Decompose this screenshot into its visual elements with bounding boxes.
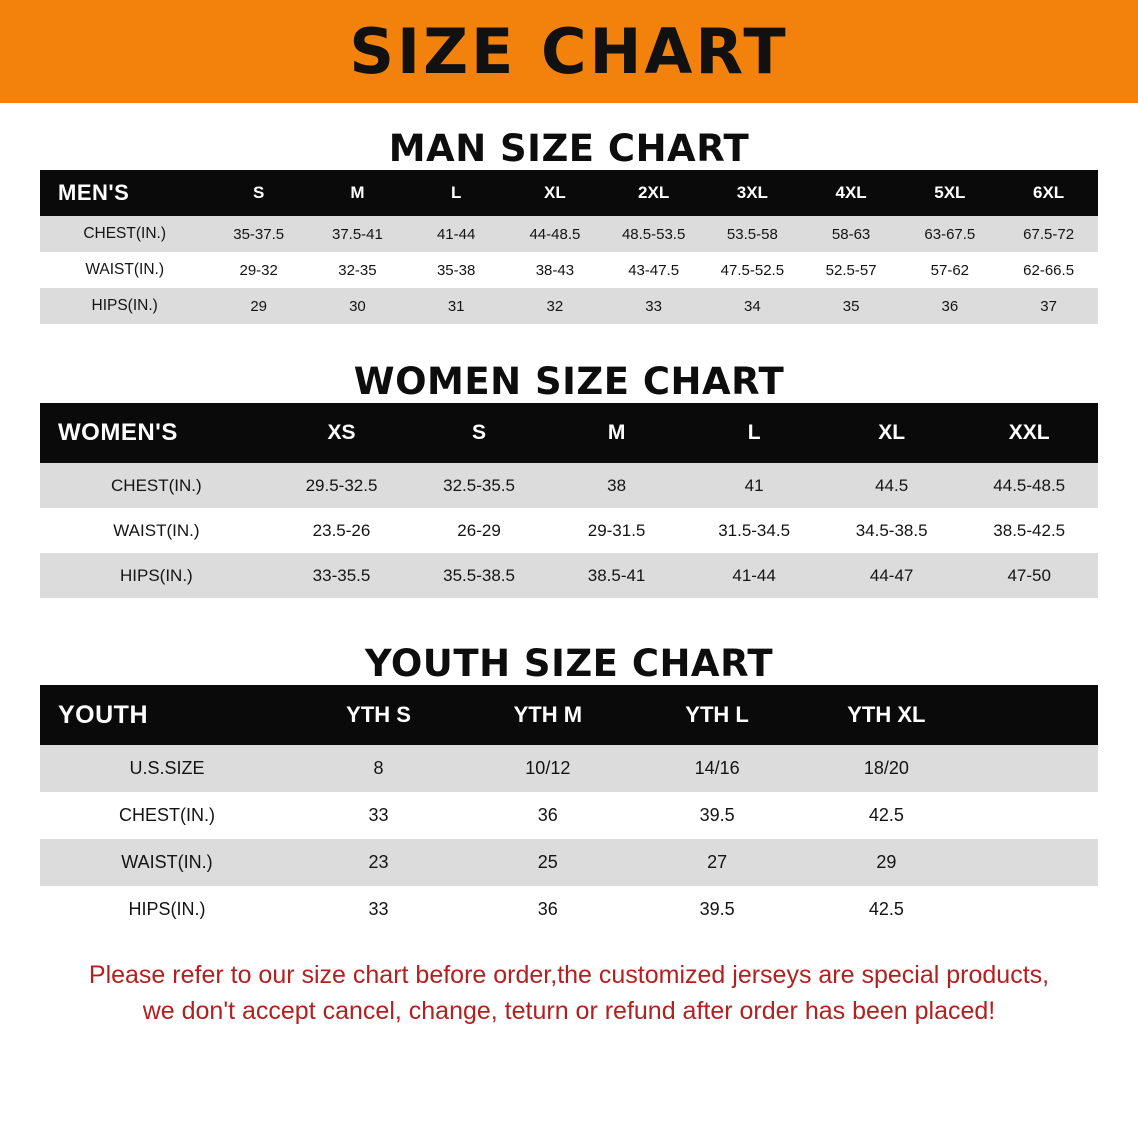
women-row-label-waist: WAIST(IN.) <box>40 508 273 553</box>
man-size-table <box>40 170 1098 324</box>
youth-table-wrap <box>40 685 1098 933</box>
man-chest-4xl: 58-63 <box>802 216 901 252</box>
youth-hips-ythxl: 42.5 <box>802 886 971 933</box>
women-waist-l: 31.5-34.5 <box>685 508 823 553</box>
women-hips-s: 35.5-38.5 <box>410 553 548 598</box>
women-section-title: WOMEN SIZE CHART <box>353 360 785 403</box>
youth-chest-ythxl: 42.5 <box>802 792 971 839</box>
man-col-s: S <box>253 183 265 202</box>
youth-waist-ythm: 25 <box>463 839 632 886</box>
man-section-title: MAN SIZE CHART <box>388 127 750 170</box>
man-hips-xl: 32 <box>506 288 605 324</box>
women-header-label: WOMEN'S <box>58 419 178 446</box>
man-chest-m: 37.5-41 <box>308 216 407 252</box>
women-row-label-hips: HIPS(IN.) <box>40 553 273 598</box>
women-chest-l: 41 <box>685 463 823 508</box>
man-row-label-hips: HIPS(IN.) <box>40 288 209 324</box>
table-row <box>40 252 1098 288</box>
man-hips-5xl: 36 <box>900 288 999 324</box>
youth-col-ythm: YTH M <box>513 702 583 727</box>
youth-hips-yths: 33 <box>294 886 463 933</box>
youth-ussize-spacer <box>971 745 1098 792</box>
women-col-s: S <box>472 421 487 444</box>
women-chest-xxl: 44.5-48.5 <box>960 463 1098 508</box>
women-col-l: L <box>747 421 761 444</box>
women-hips-m: 38.5-41 <box>548 553 686 598</box>
youth-waist-ythxl: 29 <box>802 839 971 886</box>
youth-ussize-ythl: 14/16 <box>632 745 801 792</box>
man-hips-m: 30 <box>308 288 407 324</box>
man-col-2xl: 2XL <box>638 183 670 202</box>
women-hips-xl: 44-47 <box>823 553 961 598</box>
youth-col-ythl: YTH L <box>685 702 749 727</box>
table-header-row <box>40 170 1098 216</box>
table-row <box>40 745 1098 792</box>
youth-size-table <box>40 685 1098 933</box>
youth-ussize-ythxl: 18/20 <box>802 745 971 792</box>
youth-header-label: YOUTH <box>58 700 148 729</box>
disclaimer-note <box>40 957 1098 1030</box>
man-header-label: MEN'S <box>58 180 130 205</box>
man-waist-2xl: 43-47.5 <box>604 252 703 288</box>
table-row <box>40 839 1098 886</box>
man-hips-l: 31 <box>407 288 506 324</box>
disclaimer-line-1: Please refer to our size chart before order,the customized jerseys are special products, <box>88 961 1050 989</box>
man-waist-4xl: 52.5-57 <box>802 252 901 288</box>
women-col-xs: XS <box>327 421 356 444</box>
women-chest-s: 32.5-35.5 <box>410 463 548 508</box>
man-hips-s: 29 <box>209 288 308 324</box>
page-title: SIZE CHART <box>349 14 789 88</box>
man-col-m: M <box>350 183 365 202</box>
man-col-6xl: 6XL <box>1033 183 1065 202</box>
women-chest-m: 38 <box>548 463 686 508</box>
women-hips-xxl: 47-50 <box>960 553 1098 598</box>
youth-section-title: YOUTH SIZE CHART <box>364 642 774 685</box>
man-waist-m: 32-35 <box>308 252 407 288</box>
man-waist-xl: 38-43 <box>506 252 605 288</box>
youth-col-spacer <box>971 685 1098 745</box>
man-chest-s: 35-37.5 <box>209 216 308 252</box>
man-col-3xl: 3XL <box>736 183 768 202</box>
women-table-wrap <box>40 403 1098 598</box>
table-row <box>40 216 1098 252</box>
women-hips-xs: 33-35.5 <box>273 553 411 598</box>
youth-waist-ythl: 27 <box>632 839 801 886</box>
table-row <box>40 553 1098 598</box>
table-header-row <box>40 403 1098 463</box>
youth-hips-ythm: 36 <box>463 886 632 933</box>
man-chest-5xl: 63-67.5 <box>900 216 999 252</box>
youth-col-ythxl: YTH XL <box>847 702 926 727</box>
youth-ussize-ythm: 10/12 <box>463 745 632 792</box>
table-row <box>40 463 1098 508</box>
man-row-label-waist: WAIST(IN.) <box>40 252 209 288</box>
women-size-table <box>40 403 1098 598</box>
banner <box>0 0 1138 103</box>
man-waist-5xl: 57-62 <box>900 252 999 288</box>
youth-waist-spacer <box>971 839 1098 886</box>
women-waist-xxl: 38.5-42.5 <box>960 508 1098 553</box>
man-chest-3xl: 53.5-58 <box>703 216 802 252</box>
youth-chest-ythm: 36 <box>463 792 632 839</box>
youth-chest-ythl: 39.5 <box>632 792 801 839</box>
table-row <box>40 288 1098 324</box>
youth-row-label-waist: WAIST(IN.) <box>40 839 294 886</box>
table-header-row <box>40 685 1098 745</box>
man-waist-l: 35-38 <box>407 252 506 288</box>
disclaimer-line-2: we don't accept cancel, change, teturn or refund after order has been placed! <box>142 997 996 1026</box>
table-row <box>40 792 1098 839</box>
man-chest-2xl: 48.5-53.5 <box>604 216 703 252</box>
man-row-label-chest: CHEST(IN.) <box>40 216 209 252</box>
women-row-label-chest: CHEST(IN.) <box>40 463 273 508</box>
youth-col-yths: YTH S <box>346 702 411 727</box>
women-chest-xs: 29.5-32.5 <box>273 463 411 508</box>
man-waist-6xl: 62-66.5 <box>999 252 1098 288</box>
youth-hips-spacer <box>971 886 1098 933</box>
table-row <box>40 508 1098 553</box>
youth-row-label-ussize: U.S.SIZE <box>40 745 294 792</box>
women-chest-xl: 44.5 <box>823 463 961 508</box>
man-hips-4xl: 35 <box>802 288 901 324</box>
man-col-l: L <box>450 183 462 202</box>
women-col-m: M <box>607 421 626 444</box>
man-hips-2xl: 33 <box>604 288 703 324</box>
women-waist-xl: 34.5-38.5 <box>823 508 961 553</box>
youth-chest-spacer <box>971 792 1098 839</box>
man-col-5xl: 5XL <box>934 183 966 202</box>
youth-hips-ythl: 39.5 <box>632 886 801 933</box>
youth-chest-yths: 33 <box>294 792 463 839</box>
women-col-xl: XL <box>878 421 906 444</box>
man-chest-6xl: 67.5-72 <box>999 216 1098 252</box>
youth-ussize-yths: 8 <box>294 745 463 792</box>
man-chest-l: 41-44 <box>407 216 506 252</box>
women-waist-m: 29-31.5 <box>548 508 686 553</box>
table-row <box>40 886 1098 933</box>
man-col-4xl: 4XL <box>835 183 867 202</box>
man-hips-3xl: 34 <box>703 288 802 324</box>
women-waist-s: 26-29 <box>410 508 548 553</box>
women-waist-xs: 23.5-26 <box>273 508 411 553</box>
women-hips-l: 41-44 <box>685 553 823 598</box>
man-table-wrap <box>40 170 1098 324</box>
man-waist-s: 29-32 <box>209 252 308 288</box>
man-hips-6xl: 37 <box>999 288 1098 324</box>
youth-row-label-chest: CHEST(IN.) <box>40 792 294 839</box>
youth-row-label-hips: HIPS(IN.) <box>40 886 294 933</box>
man-chest-xl: 44-48.5 <box>506 216 605 252</box>
man-waist-3xl: 47.5-52.5 <box>703 252 802 288</box>
women-col-xxl: XXL <box>1008 421 1050 444</box>
youth-waist-yths: 23 <box>294 839 463 886</box>
man-col-xl: XL <box>544 183 566 202</box>
